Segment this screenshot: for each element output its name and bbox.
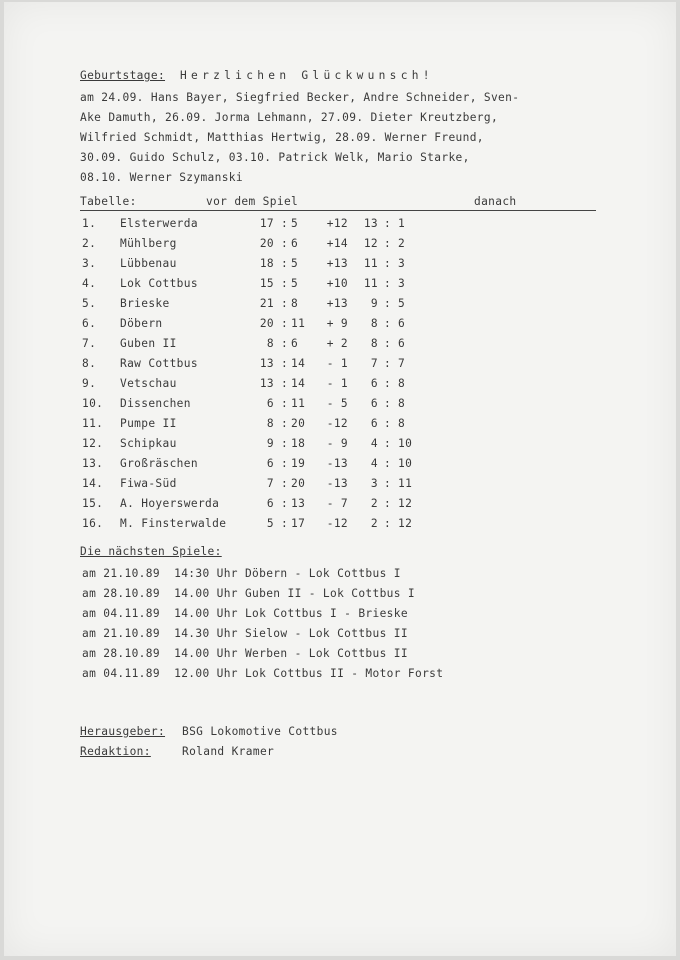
table-cell-ga: 8 (291, 297, 299, 310)
game-row: am 21.10.89 14:30 Uhr Döbern - Lok Cottbus I (82, 567, 401, 580)
table-cell-diff: - 7 (326, 497, 348, 510)
table-cell-diff: - 1 (326, 357, 348, 370)
table-cell-pb: 12 (398, 517, 413, 530)
table-cell-team: M. Finsterwalde (120, 517, 227, 530)
table-cell-gf: 21 (259, 297, 274, 310)
score-separator: : (384, 457, 392, 470)
birthday-line: am 24.09. Hans Bayer, Siegfried Becker, Andre Schneider, Sven- (80, 91, 520, 104)
game-row: am 28.10.89 14.00 Uhr Guben II - Lok Cottbus I (82, 587, 416, 600)
table-cell-diff: +13 (326, 297, 348, 310)
publisher-label: Herausgeber: (80, 725, 166, 738)
score-separator: : (384, 377, 392, 390)
score-separator: : (281, 237, 289, 250)
table-cell-diff: +13 (326, 257, 348, 270)
score-separator: : (384, 317, 392, 330)
table-cell-ga: 11 (291, 317, 306, 330)
table-cell-team: Pumpe II (120, 417, 177, 430)
table-cell-ga: 6 (291, 237, 299, 250)
table-cell-pa: 12 (363, 237, 378, 250)
table-cell-diff: - 9 (326, 437, 348, 450)
table-cell-pa: 3 (370, 477, 378, 490)
table-cell-pa: 6 (370, 417, 378, 430)
table-cell-team: Mühlberg (120, 237, 177, 250)
table-cell-pa: 4 (370, 437, 378, 450)
table-cell-pb: 8 (398, 377, 406, 390)
score-separator: : (384, 297, 392, 310)
table-cell-ga: 19 (291, 457, 306, 470)
table-cell-gf: 5 (266, 517, 274, 530)
table-cell-pb: 12 (398, 497, 413, 510)
table-cell-pb: 3 (398, 277, 406, 290)
table-cell-pb: 7 (398, 357, 406, 370)
table-cell-team: Dissenchen (120, 397, 191, 410)
table-cell-pa: 8 (370, 317, 378, 330)
table-cell-rank: 4. (82, 277, 97, 290)
table-cell-team: Raw Cottbus (120, 357, 198, 370)
table-cell-gf: 20 (259, 317, 274, 330)
table-cell-pb: 10 (398, 457, 413, 470)
score-separator: : (281, 417, 289, 430)
table-cell-gf: 8 (266, 417, 274, 430)
table-cell-gf: 18 (259, 257, 274, 270)
table-cell-gf: 9 (266, 437, 274, 450)
table-cell-pa: 6 (370, 377, 378, 390)
table-cell-team: Schipkau (120, 437, 177, 450)
score-separator: : (281, 457, 289, 470)
table-cell-ga: 18 (291, 437, 306, 450)
table-cell-rank: 6. (82, 317, 97, 330)
table-cell-pb: 3 (398, 257, 406, 270)
birthday-line: Wilfried Schmidt, Matthias Hertwig, 28.09. Werner Freund, (80, 131, 484, 144)
table-cell-diff: +12 (326, 217, 348, 230)
table-cell-gf: 20 (259, 237, 274, 250)
table-label: Tabelle: (80, 195, 137, 208)
table-cell-team: Fiwa-Süd (120, 477, 177, 490)
table-cell-rank: 12. (82, 437, 104, 450)
score-separator: : (281, 377, 289, 390)
table-cell-pb: 5 (398, 297, 406, 310)
game-row: am 04.11.89 12.00 Uhr Lok Cottbus II - Motor Forst (82, 667, 444, 680)
table-cell-rank: 9. (82, 377, 97, 390)
document-page (4, 2, 676, 956)
score-separator: : (384, 497, 392, 510)
table-cell-ga: 6 (291, 337, 299, 350)
table-cell-diff: -13 (326, 477, 348, 490)
score-separator: : (384, 397, 392, 410)
table-cell-diff: - 5 (326, 397, 348, 410)
birthday-line: Ake Damuth, 26.09. Jorma Lehmann, 27.09. Dieter Kreutzberg, (80, 111, 499, 124)
score-separator: : (281, 317, 289, 330)
game-row: am 04.11.89 14.00 Uhr Lok Cottbus I - Brieske (82, 607, 408, 620)
table-cell-team: Guben II (120, 337, 177, 350)
table-cell-pa: 11 (363, 257, 378, 270)
table-cell-ga: 20 (291, 417, 306, 430)
table-cell-rank: 5. (82, 297, 97, 310)
score-separator: : (281, 517, 289, 530)
game-row: am 28.10.89 14.00 Uhr Werben - Lok Cottbus II (82, 647, 408, 660)
score-separator: : (384, 417, 392, 430)
table-cell-pa: 11 (363, 277, 378, 290)
table-cell-pb: 2 (398, 237, 406, 250)
table-cell-ga: 5 (291, 277, 299, 290)
table-cell-ga: 11 (291, 397, 306, 410)
table-cell-pa: 4 (370, 457, 378, 470)
score-separator: : (281, 297, 289, 310)
score-separator: : (281, 397, 289, 410)
table-cell-pa: 2 (370, 517, 378, 530)
table-cell-pa: 7 (370, 357, 378, 370)
score-separator: : (281, 277, 289, 290)
score-separator: : (384, 477, 392, 490)
table-cell-pa: 8 (370, 337, 378, 350)
table-header-rule (80, 210, 596, 211)
table-cell-team: A. Hoyerswerda (120, 497, 220, 510)
table-cell-diff: - 1 (326, 377, 348, 390)
score-separator: : (384, 237, 392, 250)
table-cell-team: Brieske (120, 297, 170, 310)
table-cell-pb: 8 (398, 417, 406, 430)
score-separator: : (384, 257, 392, 270)
table-cell-ga: 20 (291, 477, 306, 490)
table-cell-team: Vetschau (120, 377, 177, 390)
table-cell-diff: + 2 (326, 337, 348, 350)
table-cell-rank: 10. (82, 397, 104, 410)
table-cell-team: Lok Cottbus (120, 277, 198, 290)
score-separator: : (281, 497, 289, 510)
table-cell-diff: +10 (326, 277, 348, 290)
birthdays-heading: Herzlichen Glückwunsch! (180, 69, 434, 82)
games-label: Die nächsten Spiele: (80, 545, 222, 558)
table-cell-ga: 5 (291, 217, 299, 230)
table-cell-pa: 9 (370, 297, 378, 310)
table-cell-pa: 6 (370, 397, 378, 410)
table-cell-ga: 13 (291, 497, 306, 510)
table-cell-diff: -12 (326, 417, 348, 430)
score-separator: : (281, 337, 289, 350)
table-cell-team: Döbern (120, 317, 163, 330)
publisher-name: BSG Lokomotive Cottbus (182, 725, 338, 738)
game-row: am 21.10.89 14.30 Uhr Sielow - Lok Cottbus II (82, 627, 408, 640)
table-cell-gf: 13 (259, 357, 274, 370)
score-separator: : (384, 337, 392, 350)
score-separator: : (384, 277, 392, 290)
table-cell-pb: 6 (398, 337, 406, 350)
birthdays-label: Geburtstage: (80, 69, 166, 82)
table-cell-rank: 15. (82, 497, 104, 510)
birthday-line: 08.10. Werner Szymanski (80, 171, 243, 184)
table-cell-rank: 14. (82, 477, 104, 490)
table-cell-pa: 2 (370, 497, 378, 510)
table-before-label: vor dem Spiel (206, 195, 299, 208)
table-cell-pb: 8 (398, 397, 406, 410)
table-cell-pb: 6 (398, 317, 406, 330)
score-separator: : (281, 217, 289, 230)
table-cell-diff: +14 (326, 237, 348, 250)
table-cell-ga: 14 (291, 377, 306, 390)
table-cell-pa: 13 (363, 217, 378, 230)
table-cell-pb: 10 (398, 437, 413, 450)
table-cell-gf: 6 (266, 457, 274, 470)
table-cell-rank: 13. (82, 457, 104, 470)
birthday-line: 30.09. Guido Schulz, 03.10. Patrick Welk, Mario Starke, (80, 151, 470, 164)
score-separator: : (281, 257, 289, 270)
table-cell-rank: 1. (82, 217, 97, 230)
table-cell-rank: 7. (82, 337, 97, 350)
table-cell-ga: 14 (291, 357, 306, 370)
table-cell-team: Großräschen (120, 457, 198, 470)
score-separator: : (384, 517, 392, 530)
table-cell-rank: 11. (82, 417, 104, 430)
table-cell-gf: 13 (259, 377, 274, 390)
table-cell-rank: 2. (82, 237, 97, 250)
score-separator: : (384, 217, 392, 230)
score-separator: : (384, 437, 392, 450)
editor-name: Roland Kramer (182, 745, 275, 758)
score-separator: : (281, 357, 289, 370)
table-cell-diff: -12 (326, 517, 348, 530)
table-after-label: danach (474, 195, 517, 208)
table-cell-pb: 1 (398, 217, 406, 230)
score-separator: : (281, 437, 289, 450)
editor-label: Redaktion: (80, 745, 151, 758)
table-cell-gf: 7 (266, 477, 274, 490)
table-cell-diff: + 9 (326, 317, 348, 330)
table-cell-rank: 8. (82, 357, 97, 370)
table-cell-diff: -13 (326, 457, 348, 470)
table-cell-team: Elsterwerda (120, 217, 198, 230)
table-cell-team: Lübbenau (120, 257, 177, 270)
score-separator: : (384, 357, 392, 370)
table-cell-ga: 5 (291, 257, 299, 270)
table-cell-rank: 16. (82, 517, 104, 530)
table-cell-gf: 8 (266, 337, 274, 350)
table-cell-gf: 6 (266, 397, 274, 410)
score-separator: : (281, 477, 289, 490)
table-cell-rank: 3. (82, 257, 97, 270)
table-cell-gf: 17 (259, 217, 274, 230)
table-cell-ga: 17 (291, 517, 306, 530)
table-cell-gf: 15 (259, 277, 274, 290)
table-cell-gf: 6 (266, 497, 274, 510)
table-cell-pb: 11 (398, 477, 413, 490)
